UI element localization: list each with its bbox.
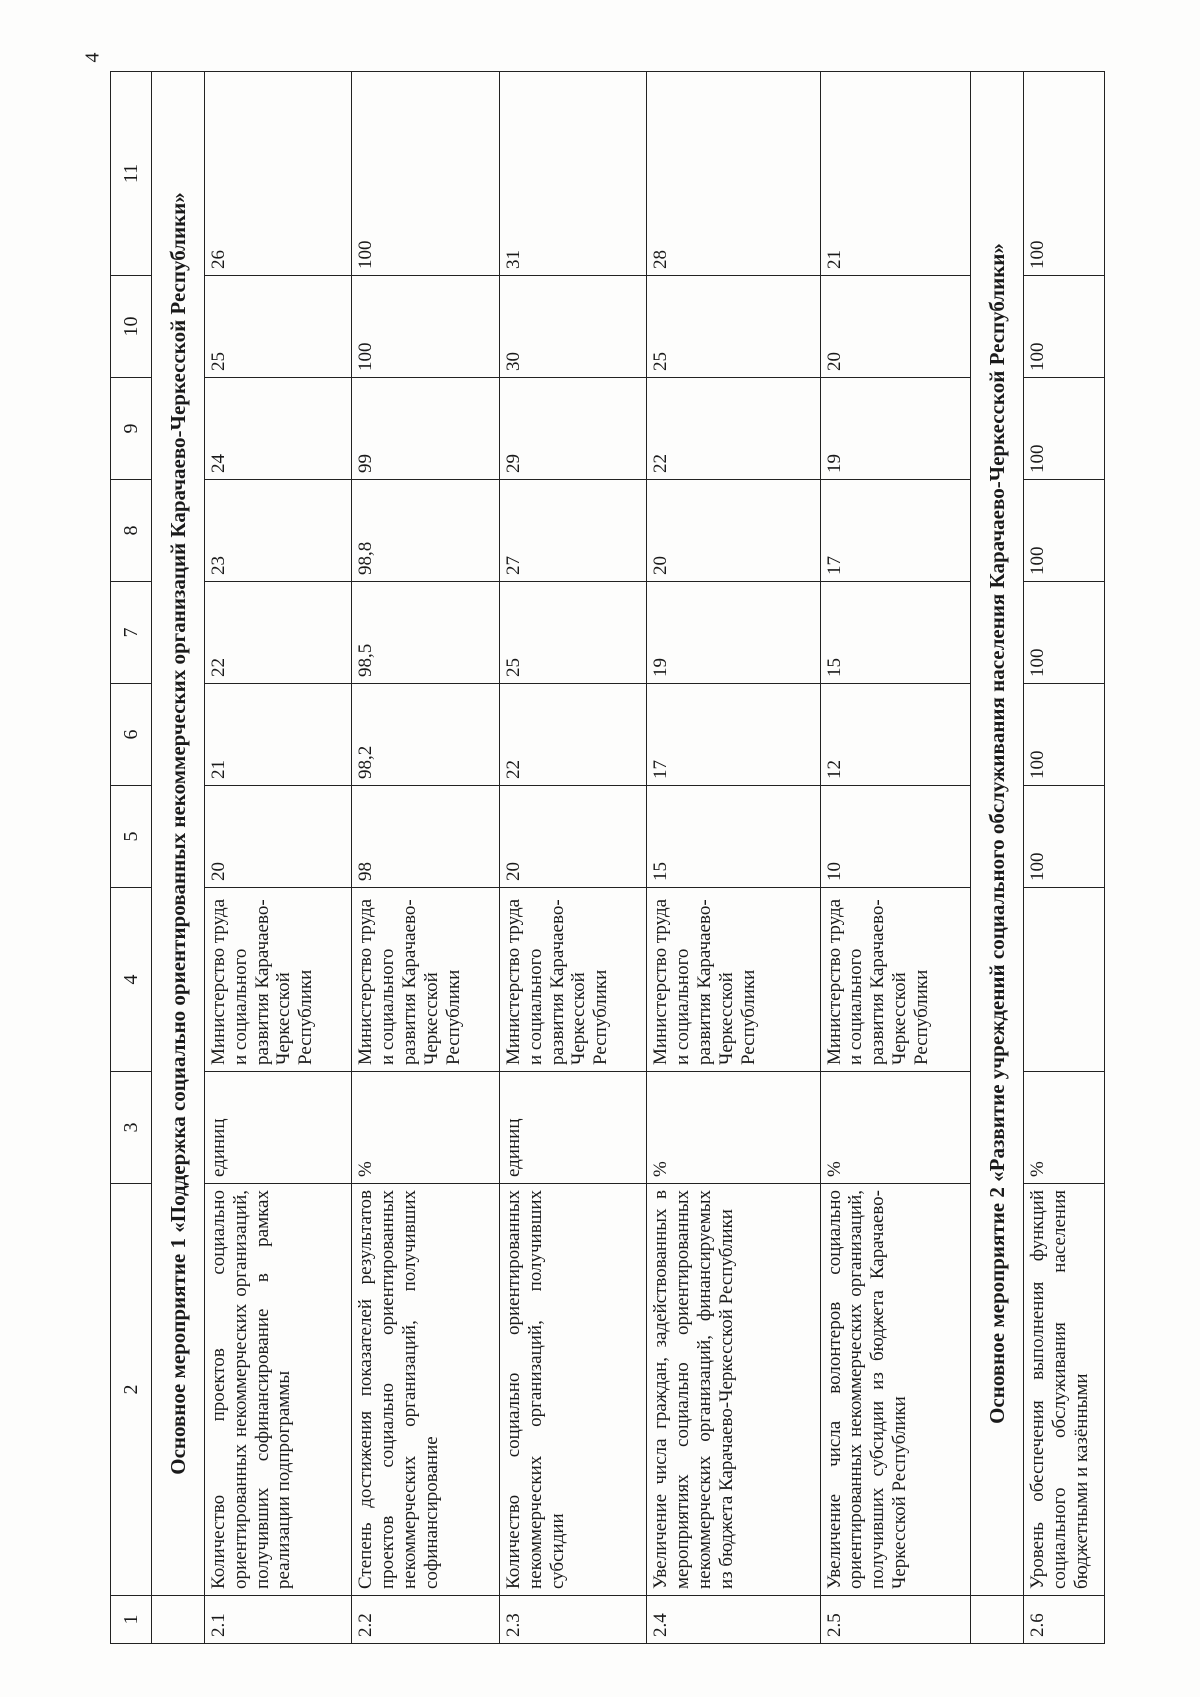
indicator-name: Увеличение числа волонтеров социально ориентированных некоммерческих организаций, получивших субсидии из бюджета Карачаево-Черкесской Республики: [820, 1184, 971, 1596]
col-header-10: 10: [111, 276, 152, 378]
value-cell-8: 100: [1023, 480, 1104, 582]
col-header-8: 8: [111, 480, 152, 582]
value-cell-6: 100: [1023, 684, 1104, 786]
row-number: 2.4: [647, 1596, 820, 1644]
value-cell-10: 100: [352, 276, 500, 378]
value-cell-7: 25: [499, 582, 647, 684]
executor-cell: [1023, 888, 1104, 1072]
row-number: 2.1: [204, 1596, 352, 1644]
section-empty-cell: [152, 1596, 205, 1644]
unit-cell: единиц: [204, 1072, 352, 1184]
row-number: 2.3: [499, 1596, 647, 1644]
value-cell-7: 100: [1023, 582, 1104, 684]
rotated-table-container: [110, 72, 1105, 1644]
col-header-4: 4: [111, 888, 152, 1072]
value-cell-9: 99: [352, 378, 500, 480]
executor-cell: Министерство труда и социального развития Карачаево-Черкесской Республики: [647, 888, 820, 1072]
value-cell-5: 10: [820, 786, 971, 888]
unit-cell: %: [352, 1072, 500, 1184]
section-title: Основное мероприятие 1 «Поддержка социально ориентированных некоммерческих организаций Карачаево-Черкесской Республики»: [152, 72, 205, 1596]
value-cell-9: 29: [499, 378, 647, 480]
value-cell-9: 100: [1023, 378, 1104, 480]
value-cell-6: 12: [820, 684, 971, 786]
value-cell-8: 23: [204, 480, 352, 582]
page-number: 4: [81, 52, 104, 63]
value-cell-6: 21: [204, 684, 352, 786]
value-cell-7: 19: [647, 582, 820, 684]
indicator-name: Увеличение числа граждан, задействованных в мероприятиях социально ориентированных некоммерческих организаций, финансируемых из бюджета Карачаево-Черкесской Республики: [647, 1184, 820, 1596]
value-cell-11: 100: [352, 72, 500, 276]
section-header-row: [152, 72, 205, 1644]
value-cell-8: 20: [647, 480, 820, 582]
col-header-1: 1: [111, 1596, 152, 1644]
value-cell-7: 98,5: [352, 582, 500, 684]
value-cell-9: 24: [204, 378, 352, 480]
value-cell-10: 30: [499, 276, 647, 378]
indicator-name: Количество проектов социально ориентированных некоммерческих организаций, получивших софинансирование в рамках реализации подпрограммы: [204, 1184, 352, 1596]
table-row: [499, 72, 647, 1644]
table-row: [820, 72, 971, 1644]
col-header-11: 11: [111, 72, 152, 276]
col-header-6: 6: [111, 684, 152, 786]
value-cell-11: 28: [647, 72, 820, 276]
value-cell-9: 22: [647, 378, 820, 480]
table-row: [1023, 72, 1104, 1644]
value-cell-5: 20: [204, 786, 352, 888]
value-cell-9: 19: [820, 378, 971, 480]
executor-cell: Министерство труда и социального развития Карачаево-Черкесской Республики: [352, 888, 500, 1072]
col-header-2: 2: [111, 1184, 152, 1596]
value-cell-10: 20: [820, 276, 971, 378]
value-cell-6: 98,2: [352, 684, 500, 786]
table-row: [647, 72, 820, 1644]
value-cell-10: 100: [1023, 276, 1104, 378]
value-cell-11: 31: [499, 72, 647, 276]
table-row: [204, 72, 352, 1644]
unit-cell: единиц: [499, 1072, 647, 1184]
unit-cell: %: [647, 1072, 820, 1184]
section-title: Основное мероприятие 2 «Развитие учреждений социального обслуживания населения Карачаево-Черкесской Республики»: [971, 72, 1024, 1596]
row-number: 2.6: [1023, 1596, 1104, 1644]
value-cell-6: 17: [647, 684, 820, 786]
section-header-row: [971, 72, 1024, 1644]
value-cell-8: 17: [820, 480, 971, 582]
section-empty-cell: [971, 1596, 1024, 1644]
value-cell-10: 25: [204, 276, 352, 378]
indicators-table: [110, 71, 1105, 1644]
value-cell-11: 100: [1023, 72, 1104, 276]
column-number-row: [111, 72, 152, 1644]
value-cell-6: 22: [499, 684, 647, 786]
col-header-3: 3: [111, 1072, 152, 1184]
executor-cell: Министерство труда и социального развития Карачаево-Черкесской Республики: [204, 888, 352, 1072]
executor-cell: Министерство труда и социального развития Карачаево-Черкесской Республики: [820, 888, 971, 1072]
value-cell-8: 27: [499, 480, 647, 582]
value-cell-8: 98,8: [352, 480, 500, 582]
table-sheet: [110, 72, 1105, 1644]
indicator-name: Уровень обеспечения выполнения функций социального обслуживания населения бюджетными и казёнными: [1023, 1184, 1104, 1596]
value-cell-5: 100: [1023, 786, 1104, 888]
col-header-7: 7: [111, 582, 152, 684]
table-row: [352, 72, 500, 1644]
row-number: 2.2: [352, 1596, 500, 1644]
value-cell-5: 15: [647, 786, 820, 888]
value-cell-5: 20: [499, 786, 647, 888]
value-cell-5: 98: [352, 786, 500, 888]
value-cell-11: 21: [820, 72, 971, 276]
indicator-name: Количество социально ориентированных некоммерческих организаций, получивших субсидии: [499, 1184, 647, 1596]
value-cell-7: 22: [204, 582, 352, 684]
row-number: 2.5: [820, 1596, 971, 1644]
indicator-name: Степень достижения показателей результатов проектов социально ориентированных некоммерческих организаций, получивших софинансирование: [352, 1184, 500, 1596]
col-header-5: 5: [111, 786, 152, 888]
col-header-9: 9: [111, 378, 152, 480]
value-cell-10: 25: [647, 276, 820, 378]
value-cell-11: 26: [204, 72, 352, 276]
executor-cell: Министерство труда и социального развития Карачаево-Черкесской Республики: [499, 888, 647, 1072]
unit-cell: %: [820, 1072, 971, 1184]
value-cell-7: 15: [820, 582, 971, 684]
unit-cell: %: [1023, 1072, 1104, 1184]
